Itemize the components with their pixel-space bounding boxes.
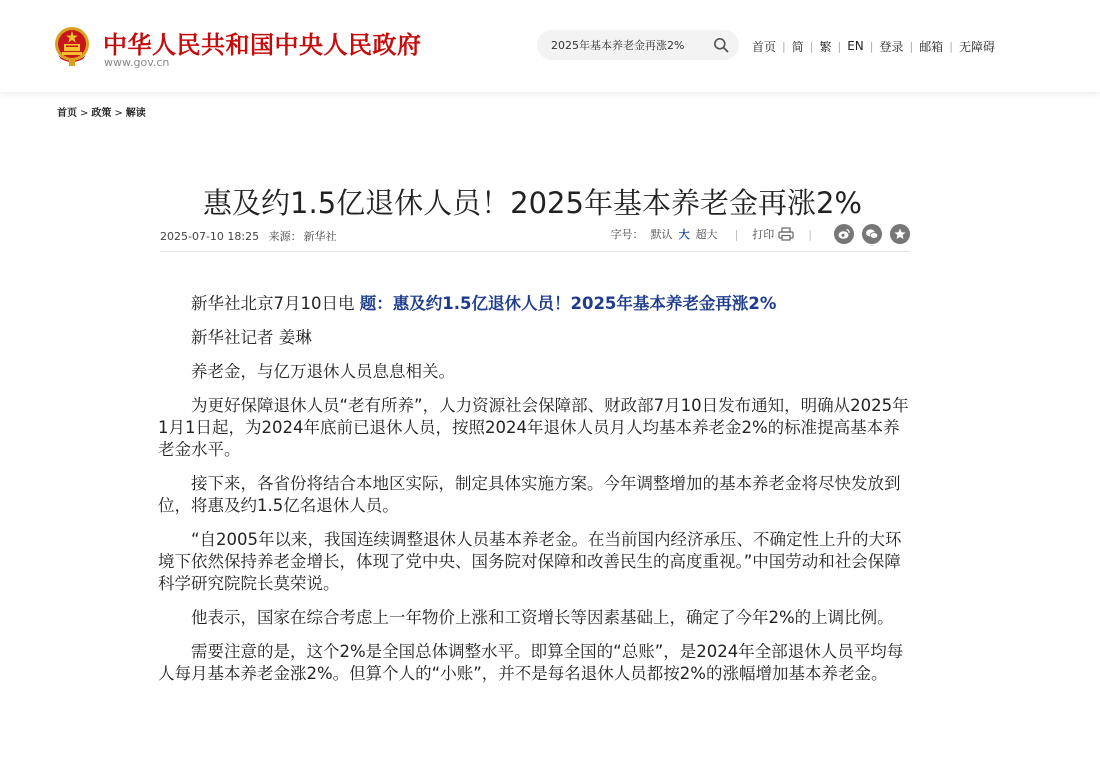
nav-separator: | [949,39,953,53]
search-input[interactable] [551,30,711,60]
printer-icon [778,227,794,241]
national-emblem-icon[interactable] [52,25,92,67]
byline: 新华社记者 姜琳 [191,328,312,347]
body-paragraph: 他表示，国家在综合考虑上一年物价上涨和工资增长等因素基础上，确定了今年2%的上调比例。 [191,608,894,627]
search-box [537,30,739,60]
breadcrumb-policy[interactable]: 政策 [91,108,112,119]
nav-separator: | [909,39,914,53]
dateline: 新华社北京7月10日电 [191,294,360,313]
nav-login[interactable]: 登录 [879,39,904,54]
breadcrumb-home[interactable]: 首页 [57,108,77,119]
weibo-icon[interactable] [834,224,854,244]
font-size-xlarge[interactable]: 超大 [695,228,718,241]
breadcrumb-separator: > [80,108,89,119]
meta-info [160,228,343,244]
search-icon[interactable] [713,37,729,53]
article-title: 惠及约1.5亿退休人员！2025年基本养老金再涨2% [203,186,862,221]
breadcrumb-interpretation[interactable]: 解读 [125,108,146,119]
breadcrumb [57,104,146,119]
site-url: www.gov.cn [104,56,170,69]
article-meta [160,228,910,244]
meta-divider [160,251,910,252]
body-paragraph: 养老金，与亿万退休人员息息相关。 [191,362,455,381]
print-button[interactable] [752,226,794,242]
breadcrumb-separator: > [114,108,123,119]
tools-separator: | [734,227,739,241]
body-paragraph: 接下来，各省份将结合本地区实际，制定具体实施方案。今年调整增加的基本养老金将尽快发放到位，将惠及约1.5亿名退休人员。 [158,474,901,515]
nav-separator: | [809,39,814,53]
wechat-icon[interactable] [862,224,882,244]
body-paragraph: 为更好保障退休人员“老有所养”，人力资源社会保障部、财政部7月10日发布通知，明确从2025年1月1日起，为2024年底前已退休人员，按照2024年退休人员月人均基本养老金2%的标准提高基本养老金水平。 [158,396,909,459]
nav-accessibility[interactable]: 无障碍 [958,39,995,54]
nav-simplified[interactable]: 简 [791,39,804,54]
print-label: 打印 [752,228,775,241]
body-paragraph: 需要注意的是，这个2%是全国总体调整水平。即算全国的“总账”，是2024年全部退休人员平均每人每月基本养老金涨2%。但算个人的“小账”，并不是每名退休人员都按2%的涨幅增加基本养老金。 [158,642,904,683]
nav-separator: | [782,39,786,53]
article-body [158,293,910,697]
article-tools [611,222,910,246]
source-name: 新华社 [303,230,337,243]
lead-paragraph [158,293,910,315]
body-paragraph: “自2005年以来，我国连续调整退休人员基本养老金。在当前国内经济承压、不确定性上升的大环境下依然保持养老金增长，体现了党中央、国务院对保障和改善民生的高度重视。”中国劳动和社会保障科学研究院院长莫荣说。 [158,530,902,593]
top-nav [752,37,995,55]
font-size-default[interactable]: 默认 [650,228,673,241]
nav-separator: | [837,39,842,53]
site-header [0,0,1100,92]
lead-title: 题：惠及约1.5亿退休人员！2025年基本养老金再涨2% [359,294,777,313]
font-size-large[interactable]: 大 [678,228,690,241]
nav-english[interactable]: EN [847,39,864,53]
favorite-star-icon[interactable] [890,224,910,244]
nav-separator: | [869,39,874,53]
font-size-label: 字号： [610,228,644,241]
site-title[interactable]: 中华人民共和国中央人民政府 [103,31,422,59]
source-label: 来源： [268,230,302,243]
publish-date: 2025-07-10 18:25 [160,230,260,243]
tools-separator: | [808,227,812,241]
nav-mail[interactable]: 邮箱 [919,39,944,54]
nav-traditional[interactable]: 繁 [819,39,832,54]
nav-home[interactable]: 首页 [752,39,777,54]
